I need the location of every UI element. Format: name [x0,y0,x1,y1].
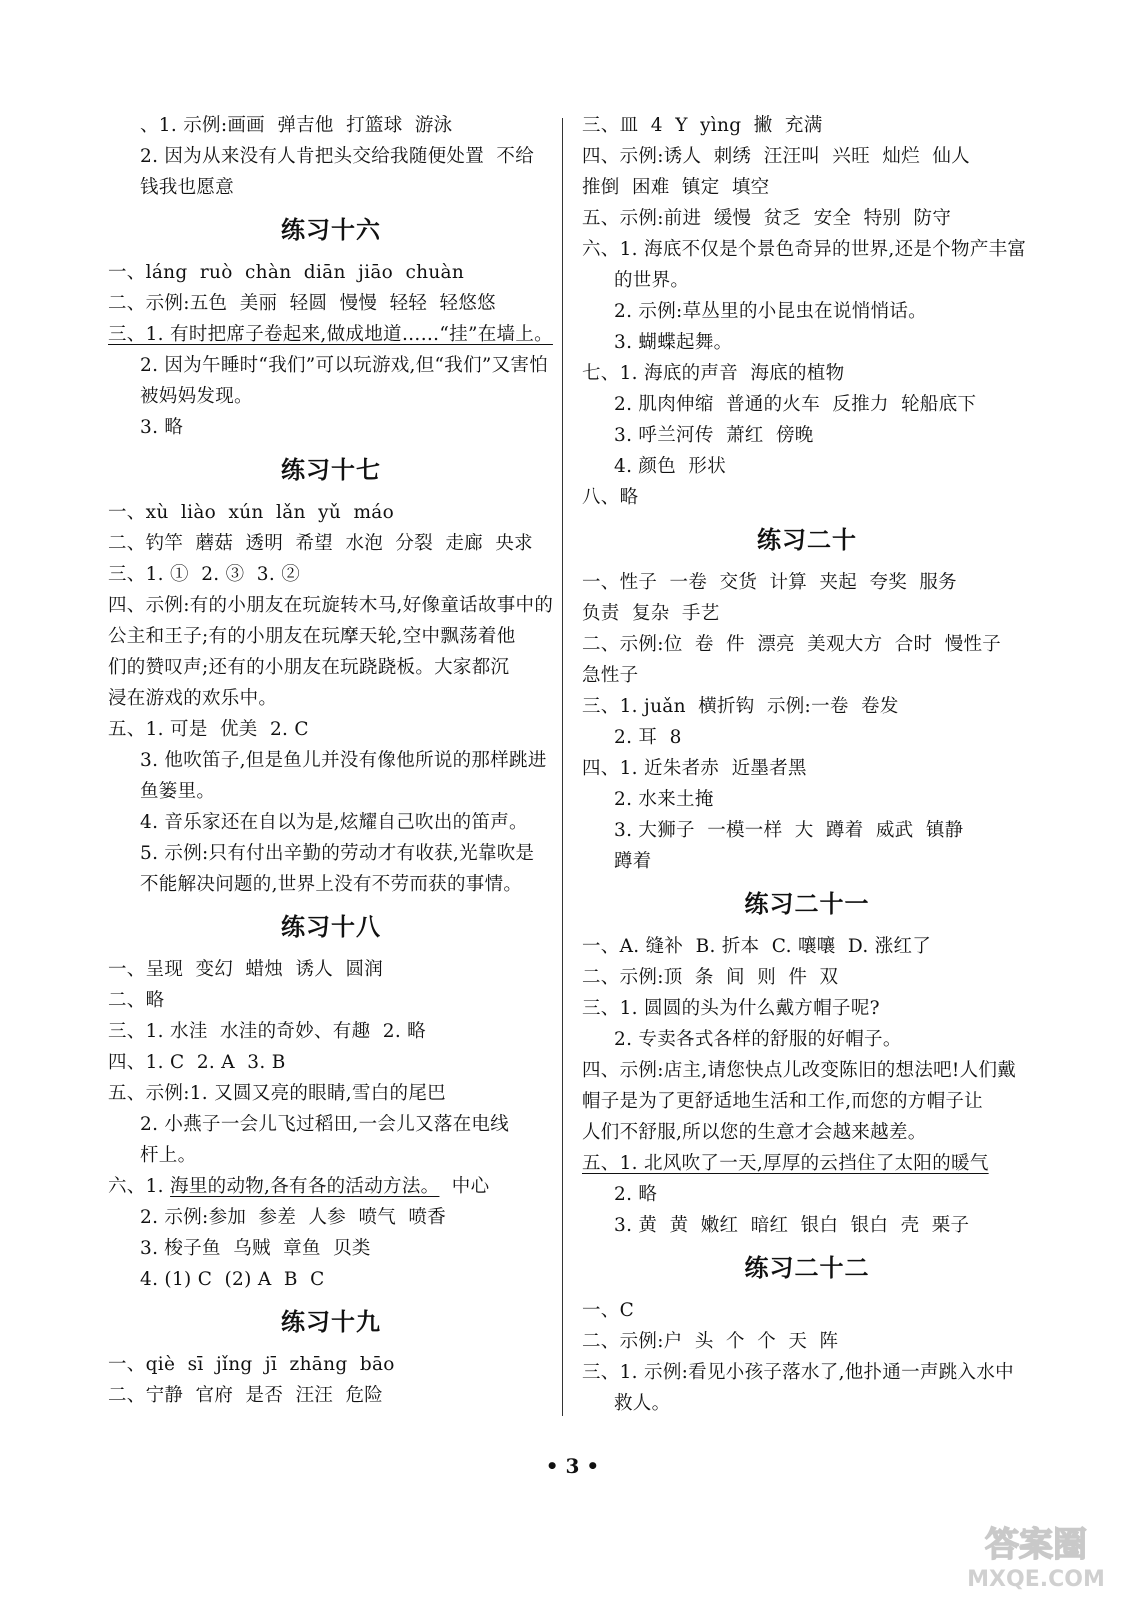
answer-line: 一、qiè sī jǐng jī zhāng bāo [108,1354,395,1375]
answer-line: 3. 略 [140,417,184,438]
answer-line: 2. 水来土掩 [614,789,714,810]
answer-line: 、1. 示例:画画 弹吉他 打篮球 游泳 [140,115,453,136]
section-heading: 练习十九 [281,1308,381,1336]
answer-line: 2. 因为午睡时“我们”可以玩游戏,但“我们”又害怕 [140,355,549,376]
watermark-logo [941,1514,1131,1594]
answer-line: 四、1. 近朱者赤 近墨者黑 [582,758,807,779]
answer-line: 急性子 [582,665,639,686]
answer-line: 三、1. 有时把席子卷起来,做成地道……“挂”在墙上。 [108,324,553,345]
answer-line: 一、A. 缝补 B. 折本 C. 嚷嚷 D. 涨红了 [582,936,932,957]
answer-line: 一、性子 一卷 交货 计算 夹起 夸奖 服务 [582,572,957,593]
answer-line: 被妈妈发现。 [140,386,253,407]
answer-line: 3. 大狮子 一模一样 大 蹲着 威武 镇静 [614,820,964,841]
watermark-top-text: 答案圈 [985,1525,1087,1565]
answer-line: 六、1. 海底不仅是个景色奇异的世界,还是个物产丰富 [582,239,1027,260]
answer-line: 二、示例:五色 美丽 轻圆 慢慢 轻轻 轻悠悠 [108,293,496,314]
answer-line: 五、1. 北风吹了一天,厚厚的云挡住了太阳的暖气 [582,1153,989,1174]
answer-line: 3. 呼兰河传 萧红 傍晚 [614,425,814,446]
answer-line: 5. 示例:只有付出辛勤的劳动才有收获,光靠吹是 [140,843,535,864]
answer-line: 3. 梭子鱼 乌贼 章鱼 贝类 [140,1238,371,1259]
answer-line: 一、láng ruò chàn diān jiāo chuàn [108,262,465,283]
answer-line: 人们不舒服,所以您的生意才会越来越差。 [582,1122,927,1143]
answer-line: 负责 复杂 手艺 [582,603,720,624]
answer-line: 三、1. 圆圆的头为什么戴方帽子呢? [582,998,880,1019]
watermark-bottom-text: MXQE.COM [967,1567,1105,1592]
answer-line: 救人。 [614,1393,671,1414]
answer-line: 四、示例:有的小朋友在玩旋转木马,好像童话故事中的 [108,595,554,616]
answer-line: 一、C [582,1300,635,1321]
answer-line: 五、示例:1. 又圆又亮的眼睛,雪白的尾巴 [108,1083,446,1104]
answer-line: 八、略 [582,487,639,508]
answer-line: 二、略 [108,990,165,1011]
answer-line: 四、1. C 2. A 3. B [108,1052,286,1073]
answer-line: 的世界。 [614,270,690,291]
answer-line: 帽子是为了更舒适地生活和工作,而您的方帽子让 [582,1091,983,1112]
right-column [582,110,1032,1419]
answer-line: 七、1. 海底的声音 海底的植物 [582,363,845,384]
answer-line: 2. 示例:参加 参差 人参 喷气 喷香 [140,1207,447,1228]
answer-line: 一、呈现 变幻 蜡烛 诱人 圆润 [108,959,384,980]
section-heading: 练习十七 [281,456,381,484]
answer-line: 们的赞叹声;还有的小朋友在玩跷跷板。大家都沉 [108,657,510,678]
answer-line: 4. 颜色 形状 [614,456,726,477]
section-heading: 练习十六 [281,216,381,244]
page-number: • 3 • [545,1454,600,1478]
answer-line: 2. 因为从来没有人肯把头交给我随便处置 不给 [140,146,534,167]
answer-line: 钱我也愿意 [140,177,235,198]
answer-line: 一、xù liào xún lǎn yǔ máo [108,502,395,523]
section-heading: 练习十八 [281,913,381,941]
left-column [108,110,554,1411]
answer-line: 三、1. ① 2. ③ 3. ② [108,564,301,585]
answer-line: 四、示例:店主,请您快点儿改变陈旧的想法吧!人们戴 [582,1060,1017,1081]
answer-line: 二、宁静 官府 是否 汪汪 危险 [108,1385,384,1406]
answer-line: 四、示例:诱人 刺绣 汪汪叫 兴旺 灿烂 仙人 [582,146,970,167]
section-heading: 练习二十二 [744,1254,870,1282]
answer-line: 三、1. 示例:看见小孩子落水了,他扑通一声跳入水中 [582,1362,1014,1383]
answer-line: 2. 示例:草丛里的小昆虫在说悄悄话。 [614,301,927,322]
answer-line: 浸在游戏的欢乐中。 [108,688,278,709]
answer-line: 4. 音乐家还在自以为是,炫耀自己吹出的笛声。 [140,812,528,833]
answer-line: 3. 蝴蝶起舞。 [614,332,733,353]
answer-line: 二、示例:顶 条 间 则 件 双 [582,967,839,988]
column-divider [562,118,563,1416]
section-heading: 练习二十一 [744,890,870,918]
answer-line: 杆上。 [140,1145,197,1166]
answer-line: 六、1. 海里的动物,各有各的活动方法。 中心 [108,1176,490,1197]
answer-line: 五、1. 可是 优美 2. C [108,719,309,740]
answer-line: 鱼篓里。 [140,781,216,802]
answer-line: 二、示例:位 卷 件 漂亮 美观大方 合时 慢性子 [582,634,1002,655]
answer-line: 2. 肌肉伸缩 普通的火车 反推力 轮船底下 [614,394,977,415]
answer-line: 4. (1) C (2) A B C [140,1269,325,1290]
answer-line: 二、钓竿 蘑菇 透明 希望 水泡 分裂 走廊 央求 [108,533,533,554]
answer-line: 2. 专卖各式各样的舒服的好帽子。 [614,1029,902,1050]
section-heading: 练习二十 [757,526,857,554]
answer-line: 不能解决问题的,世界上没有不劳而获的事情。 [140,874,523,895]
answer-line: 推倒 困难 镇定 填空 [582,177,770,198]
answer-line: 二、示例:户 头 个 个 天 阵 [582,1331,839,1352]
answer-line: 3. 他吹笛子,但是鱼儿并没有像他所说的那样跳进 [140,750,547,771]
answer-line: 2. 略 [614,1184,658,1205]
answer-line: 五、示例:前进 缓慢 贫乏 安全 特别 防守 [582,208,952,229]
answer-line: 三、1. juǎn 横折钩 示例:一卷 卷发 [582,696,899,717]
answer-line: 3. 黄 黄 嫩红 暗红 银白 银白 壳 栗子 [614,1215,970,1236]
answer-line: 2. 小燕子一会儿飞过稻田,一会儿又落在电线 [140,1114,510,1135]
answer-line: 2. 耳 8 [614,727,682,748]
answer-line: 公主和王子;有的小朋友在玩摩天轮,空中飘荡着他 [108,626,516,647]
answer-line: 三、1. 水洼 水洼的奇妙、有趣 2. 略 [108,1021,426,1042]
answer-line: 蹲着 [614,851,652,872]
answer-line: 三、皿 4 Y yìng 撇 充满 [582,115,823,136]
